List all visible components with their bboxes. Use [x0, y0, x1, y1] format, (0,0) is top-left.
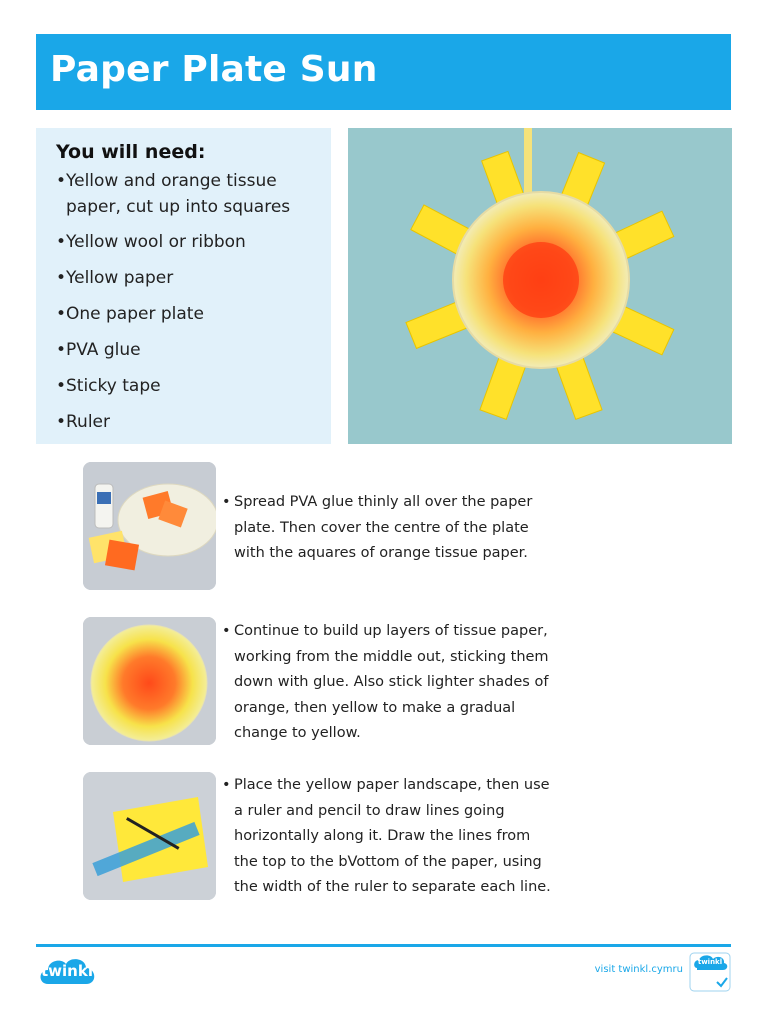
quality-badge — [689, 952, 731, 992]
list-item: •PVA glue — [56, 340, 141, 360]
badge-text: twinkl — [697, 958, 723, 966]
list-item: •One paper plate — [56, 304, 204, 324]
visit-link[interactable]: visit twinkl.cymru — [594, 964, 683, 975]
step-3-text: • Place the yellow paper landscape, then use a ruler and pencil to draw lines going horizontally along it. Draw the lines from the top to the bVottom of the paper, using the width of the ruler to separate each line. — [222, 777, 551, 895]
list-item: •Sticky tape — [56, 376, 161, 396]
materials-panel — [36, 128, 331, 444]
materials-heading: You will need: — [56, 141, 206, 163]
glue-and-plate-icon — [83, 462, 216, 590]
list-item: •Ruler — [56, 412, 110, 432]
sun-illustration — [348, 128, 732, 444]
list-item: •Yellow wool or ribbon — [56, 232, 246, 252]
list-item: •Yellow and orange tissue paper, cut up into squares — [56, 171, 291, 217]
finished-sun-photo — [348, 128, 732, 444]
ruler-paper-icon — [83, 772, 216, 900]
materials-list — [56, 168, 326, 445]
step-1-photo — [83, 462, 216, 590]
layered-plate-icon — [83, 617, 216, 745]
footer-divider — [36, 944, 731, 947]
step-3-photo — [83, 772, 216, 900]
logo-text: twinkl — [41, 962, 93, 980]
title-bar — [36, 34, 731, 110]
step-2-photo — [83, 617, 216, 745]
step-1-text: • Spread PVA glue thinly all over the paper plate. Then cover the centre of the plate with the aquares of orange tissue paper. — [222, 494, 533, 561]
step-2-text: • Continue to build up layers of tissue paper, working from the middle out, sticking them down with glue. Also stick lighter shades of orange, then yellow to make a gradual change to yellow. — [222, 623, 549, 741]
list-item: •Yellow paper — [56, 268, 174, 288]
twinkl-logo — [36, 954, 98, 988]
page-title: Paper Plate Sun — [50, 49, 378, 90]
